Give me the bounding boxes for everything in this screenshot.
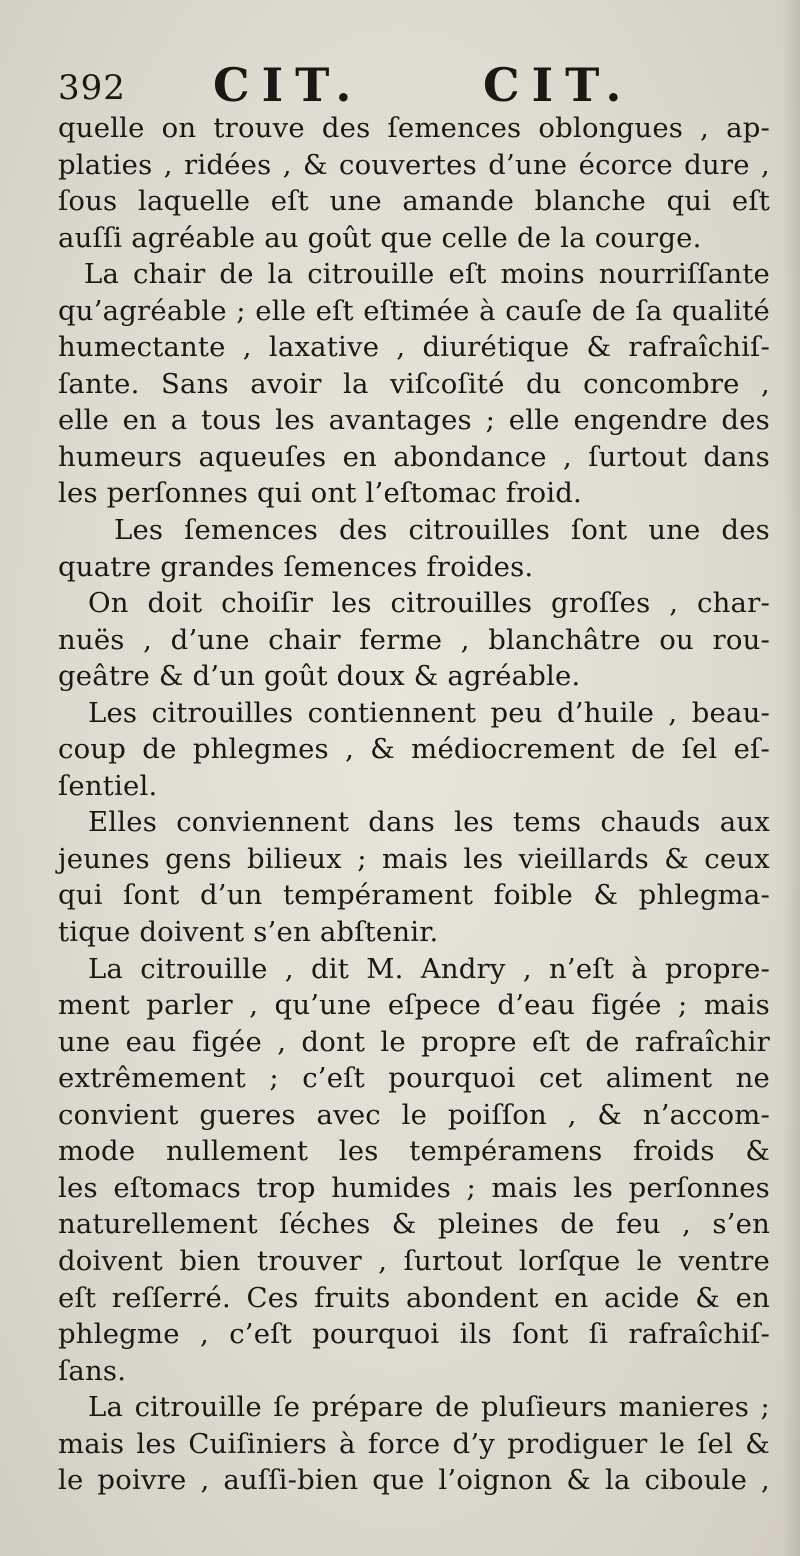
text-line: quelle on trouve des ſemences oblongues , ap- xyxy=(58,112,770,144)
text-line: phlegme , c’eſt pourquoi ils ſont ſi rafraîchiſ- xyxy=(58,1318,770,1351)
running-head-left: CIT. xyxy=(213,58,364,112)
text-line: La citrouille ſe prépare de pluſieurs manieres ; xyxy=(88,1391,770,1424)
text-line: mais les Cuiſiniers à force d’y prodiguer le ſel & xyxy=(58,1427,770,1460)
text-line: La chair de la citrouille eſt moins nourriſſante xyxy=(84,258,770,291)
text-line: eſt reſſerré. Ces fruits abondent en acide & en xyxy=(58,1281,770,1314)
text-line: nuës , d’une chair ferme , blanchâtre ou rou- xyxy=(58,623,770,656)
text-line: quatre grandes ſemences froides. xyxy=(58,550,534,583)
text-line: le poivre , auſſi-bien que l’oignon & la ciboule , xyxy=(58,1464,770,1497)
text-line: ment parler , qu’une eſpece d’eau figée ; mais xyxy=(58,989,770,1022)
text-line: qui ſont d’un tempérament foible & phlegma- xyxy=(58,879,770,912)
body-text xyxy=(58,110,770,1499)
text-line: doivent bien trouver , ſurtout lorſque le ventre xyxy=(58,1244,770,1277)
text-line: une eau figée , dont le propre eſt de rafraîchir xyxy=(58,1025,770,1058)
text-line: ſous laquelle eſt une amande blanche qui eſt xyxy=(58,185,770,218)
text-line: Elles conviennent dans les tems chauds aux xyxy=(88,806,770,839)
text-line: humeurs aqueuſes en abondance , ſurtout dans xyxy=(58,440,770,473)
text-line: coup de phlegmes , & médiocrement de ſel eſ- xyxy=(58,733,770,766)
page-edge-shadow xyxy=(782,0,800,1556)
text-line: tique doivent s’en abſtenir. xyxy=(58,916,439,949)
text-line: jeunes gens bilieux ; mais les vieillards & ceux xyxy=(58,842,770,875)
text-line: Les citrouilles contiennent peu d’huile , beau- xyxy=(88,696,770,729)
text-line: convient gueres avec le poiſſon , & n’accom- xyxy=(58,1098,770,1131)
text-line: naturellement ſéches & pleines de feu , s’en xyxy=(58,1208,770,1241)
text-line: ſentiel. xyxy=(58,769,158,802)
text-line: ſans. xyxy=(58,1354,127,1387)
text-line: geâtre & d’un goût doux & agréable. xyxy=(58,660,581,693)
running-head-right: CIT. xyxy=(483,58,634,112)
text-line: les perſonnes qui ont l’eſtomac froid. xyxy=(58,477,582,510)
text-line: mode nullement les tempéramens froids & xyxy=(58,1135,770,1168)
text-line: ſante. Sans avoir la viſcoſité du concombre , xyxy=(58,367,770,400)
text-line: Les ſemences des citrouilles ſont une des xyxy=(114,514,770,547)
text-line: les eſtomacs trop humides ; mais les perſonnes xyxy=(58,1171,770,1204)
text-line: On doit choiſir les citrouilles groſſes , char- xyxy=(88,587,770,620)
text-line: elle en a tous les avantages ; elle engendre des xyxy=(58,404,770,437)
text-line: humectante , laxative , diurétique & rafraîchiſ- xyxy=(58,331,770,364)
text-line: qu’agréable ; elle eſt eſtimée à cauſe de ſa qualité xyxy=(58,294,770,327)
page-number: 392 xyxy=(58,68,126,108)
text-line: platies , ridées , & couvertes d’une écorce dure , xyxy=(58,148,770,181)
text-line: extrêmement ; c’eſt pourquoi cet aliment ne xyxy=(58,1062,770,1095)
running-head xyxy=(58,58,758,118)
text-line: auſſi agréable au goût que celle de la courge. xyxy=(58,221,702,254)
text-line: La citrouille , dit M. Andry , n’eſt à propre- xyxy=(88,952,770,985)
